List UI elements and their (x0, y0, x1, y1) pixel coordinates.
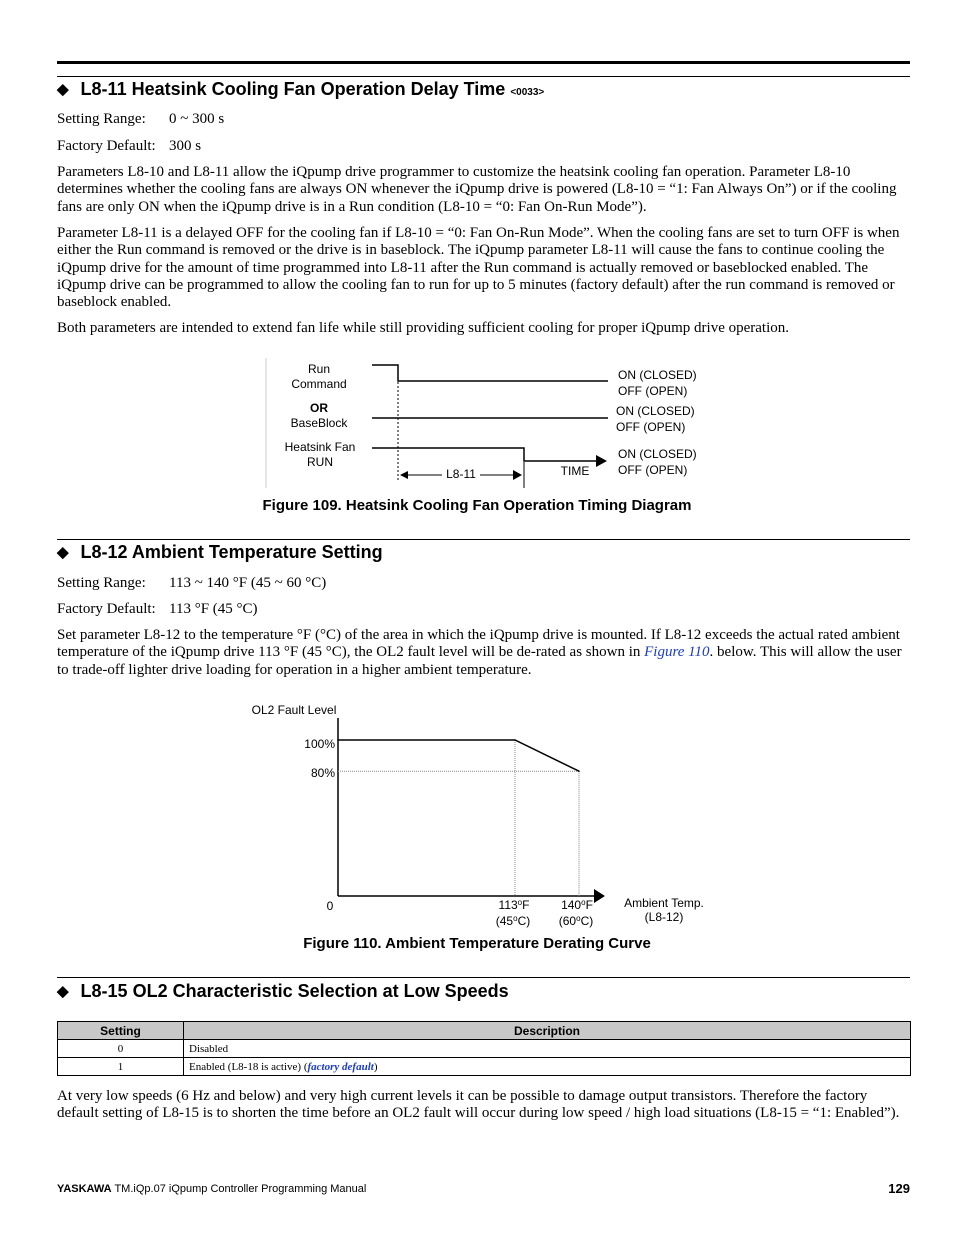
x-tick-60c (559, 914, 593, 928)
tick-value: 113 (498, 898, 518, 912)
section-heading-l8-11 (57, 79, 544, 100)
origin-label: 0 (326, 899, 334, 913)
diamond-bullet-icon: ◆ (57, 544, 69, 561)
figure-110-link[interactable]: Figure 110 (644, 644, 710, 661)
l8-11-label: L8-11 (446, 467, 476, 481)
paragraph: Parameter L8-11 is a delayed OFF for the cooling fan if L8-10 = “0: Fan On-Run Mode”. When the cooling fans are set to turn OFF is when either the Run command is removed or the drive is in baseblock. The iQpump parameter L8-11 will cause the fans to continue cooling the iQpump drive for the amount of time programmed into L8-11 after the Run command is actually removed or baseblocked enabled. The iQpump drive can be programmed to allow the cooling fan to run for up to 5 minutes (factory default) after the run command is removed or baseblock enabled. (57, 225, 900, 311)
setting-range-value: 113 ~ 140 °F (45 ~ 60 °C) (169, 575, 327, 591)
factory-default-label: Factory Default: (57, 601, 156, 617)
tick-unit: F (585, 898, 593, 912)
factory-default (57, 601, 258, 618)
factory-default (57, 138, 201, 155)
state-on-label: ON (CLOSED) (618, 447, 697, 461)
close-paren: ) (373, 1060, 378, 1073)
x-axis-label: Ambient Temp. (624, 896, 704, 910)
footer-brand: YASKAWA (57, 1183, 112, 1195)
page-number: 129 (888, 1181, 910, 1196)
paragraph: At very low speeds (6 Hz and below) and very high current levels it can be possible to damage output transistors. Therefore the factory default setting of L8-15 is to shorten the time before an OL2 fault will occur during low speed / high load situations (L8-15 = “1: Enabled”). (57, 1088, 900, 1122)
delay-arrow-right-icon (513, 470, 522, 480)
derating-chart (0, 695, 954, 930)
x-tick-140 (561, 898, 593, 912)
degree-mark: o (581, 898, 586, 907)
run-command-waveform (372, 365, 608, 381)
paragraph: Parameters L8-10 and L8-11 allow the iQpump drive programmer to customize the heatsink cooling fan operation. Parameter L8-10 determines whether the cooling fans are always ON whenever the iQpump drive is powered (L8-10 = “1: Fan Always On”) or if the cooling fans are only ON when the iQpump drive is in a Run condition (L8-10 = “0: Fan On-Run Mode”). (57, 164, 897, 215)
degree-mark: o (513, 914, 518, 923)
section-rule-l8-12 (57, 539, 910, 540)
delay-arrow-left-icon (400, 471, 408, 479)
tick-value: (60 (558, 914, 577, 928)
x-axis-arrow-icon (594, 889, 605, 903)
state-off-label: OFF (OPEN) (616, 420, 686, 434)
data-point-2 (578, 770, 580, 772)
or-label: OR (310, 401, 328, 415)
figure-110-caption: Figure 110. Ambient Temperature Derating Curve (303, 935, 651, 952)
derating-series-line (338, 740, 579, 771)
timing-diagram (0, 350, 954, 495)
time-arrow-icon (596, 455, 607, 467)
paragraph-text: Set parameter L8-12 to the temperature °F (°C) of the area in which the iQpump drive is mounted. If L8-12 exceeds the actual rated ambient temperature of the iQpump drive 113 °F (45 °C), the OL2 fault level will be de-rated as shown in (57, 627, 900, 661)
setting-range-label: Setting Range: (57, 111, 146, 127)
description-cell (184, 1058, 911, 1076)
tick-value: 140 (561, 898, 582, 912)
x-axis-sublabel: (L8-12) (644, 910, 684, 924)
section-title: L8-15 OL2 Characteristic Selection at Low Speeds (80, 981, 509, 1001)
state-on-label: ON (CLOSED) (616, 404, 695, 418)
footer-manual-title: TM.iQp.07 iQpump Controller Programming Manual (111, 1183, 367, 1195)
x-tick-45c (496, 914, 530, 928)
y-tick-100: 100% (304, 737, 335, 751)
column-header-description: Description (184, 1022, 911, 1040)
parameter-code: <0033> (510, 87, 545, 98)
run-label: Run (307, 362, 331, 376)
factory-default-label: Factory Default: (57, 138, 156, 154)
table-header-row (58, 1022, 911, 1040)
setting-range (57, 575, 326, 592)
diamond-bullet-icon: ◆ (57, 81, 69, 98)
paragraph: Both parameters are intended to extend fan life while still providing sufficient cooling for proper iQpump drive operation. (57, 320, 790, 336)
derating-points (337, 739, 580, 772)
time-label: TIME (560, 464, 590, 478)
paragraph (57, 627, 910, 679)
y-axis-label: OL2 Fault Level (251, 703, 337, 717)
state-on-label: ON (CLOSED) (618, 368, 697, 382)
setting-cell: 1 (58, 1058, 184, 1076)
section-title: L8-11 Heatsink Cooling Fan Operation Delay Time (80, 79, 506, 99)
section-title: L8-12 Ambient Temperature Setting (80, 542, 383, 562)
setting-range-value: 0 ~ 300 s (169, 111, 225, 127)
figure-109-caption: Figure 109. Heatsink Cooling Fan Operation Timing Diagram (262, 497, 692, 514)
section-heading-l8-15 (57, 981, 509, 1002)
factory-default-value: 300 s (169, 138, 202, 154)
data-point-0 (337, 739, 339, 741)
table-row (58, 1040, 911, 1058)
fan-run-label: RUN (307, 455, 333, 469)
section-rule-l8-15 (57, 977, 910, 978)
diamond-bullet-icon: ◆ (57, 983, 69, 1000)
top-rule (57, 61, 910, 64)
data-point-1 (514, 739, 516, 741)
y-tick-80: 80% (310, 766, 335, 780)
footer-manual (57, 1183, 366, 1195)
degree-mark: o (576, 914, 581, 923)
paragraph-text: . below. This will allow the user to trade-off lighter drive loading for operation in a higher ambient temperature. (57, 644, 902, 678)
heatsink-fan-label: Heatsink Fan (284, 440, 356, 454)
degree-mark: o (517, 898, 523, 907)
fan-waveform (372, 448, 598, 461)
factory-default-note: factory default (307, 1060, 374, 1073)
factory-default-value: 113 °F (45 °C) (169, 601, 258, 617)
tick-unit: C) (580, 914, 594, 928)
setting-range-label: Setting Range: (57, 575, 146, 591)
x-tick-113 (499, 898, 530, 912)
command-label: Command (291, 377, 347, 391)
setting-cell: 0 (58, 1040, 184, 1058)
settings-table (57, 1021, 911, 1076)
tick-value: (45 (495, 914, 514, 928)
section-rule-l8-11 (57, 76, 910, 77)
section-heading-l8-12 (57, 542, 383, 563)
state-off-label: OFF (OPEN) (618, 384, 688, 398)
tick-unit: C) (517, 914, 531, 928)
setting-range (57, 111, 224, 128)
state-off-label: OFF (OPEN) (618, 463, 688, 477)
table-row (58, 1058, 911, 1076)
description-text: Enabled (L8-18 is active) ( (189, 1060, 308, 1073)
baseblock-label: BaseBlock (290, 416, 348, 430)
column-header-setting: Setting (58, 1022, 184, 1040)
description-cell: Disabled (184, 1040, 911, 1058)
tick-unit: F (522, 898, 530, 912)
